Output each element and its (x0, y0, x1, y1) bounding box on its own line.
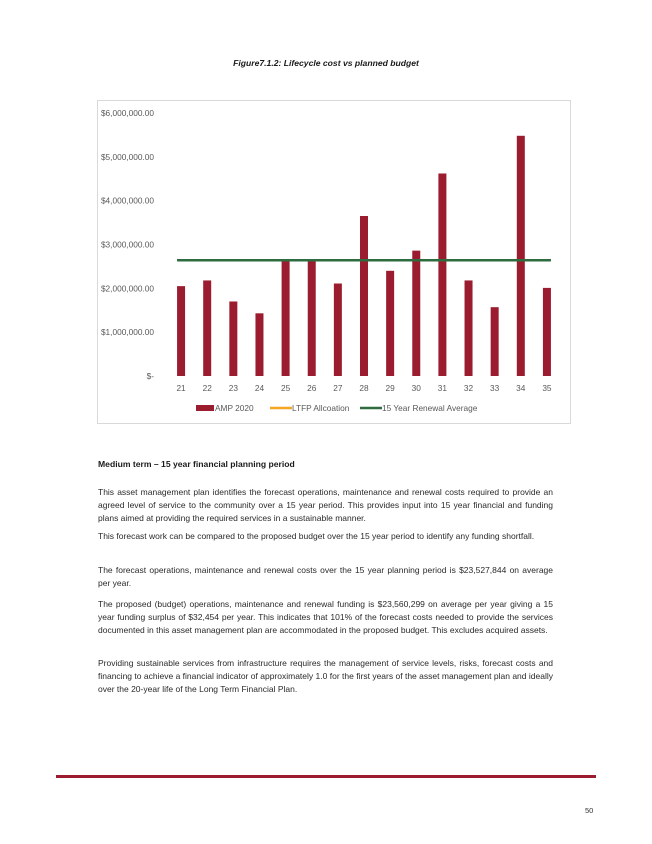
bar (412, 251, 420, 376)
legend-label: LTFP Allcoation (292, 403, 350, 413)
y-tick-label: $6,000,000.00 (100, 108, 154, 118)
bar (491, 307, 499, 376)
bar (229, 301, 237, 376)
x-tick-label: 34 (516, 383, 526, 393)
bar (543, 288, 551, 376)
x-tick-label: 21 (176, 383, 186, 393)
footer-rule (56, 775, 596, 778)
bar (177, 286, 185, 376)
legend-label: AMP 2020 (215, 403, 254, 413)
bar (438, 173, 446, 376)
x-tick-label: 31 (437, 383, 448, 393)
y-tick-label: $2,000,000.00 (100, 283, 154, 294)
x-tick-label: 29 (385, 383, 395, 393)
x-tick-label: 28 (359, 383, 369, 393)
lifecycle-cost-chart (97, 100, 571, 424)
y-tick-label: $1,000,000.00 (100, 327, 154, 338)
bar (308, 261, 316, 376)
y-tick-label: $- (146, 371, 154, 381)
x-tick-label: 32 (463, 383, 474, 393)
legend-swatch (196, 405, 214, 411)
paragraph: This asset management plan identifies the forecast operations, maintenance and renewal costs required to provide an agreed level of service to the community over a 15 year period. This provides input into 15 year financial and funding plans aimed at providing the required services in a sustainable manner. (98, 486, 553, 524)
x-tick-label: 27 (333, 383, 343, 393)
x-tick-label: 23 (228, 383, 238, 393)
bar (334, 284, 342, 376)
x-tick-label: 26 (307, 383, 317, 393)
y-tick-label: $5,000,000.00 (100, 151, 154, 162)
bar (386, 271, 394, 376)
x-tick-label: 24 (254, 383, 265, 393)
x-tick-label: 35 (542, 383, 552, 393)
y-tick-label: $3,000,000.00 (100, 239, 154, 250)
section-heading: Medium term – 15 year financial planning period (98, 459, 295, 469)
bar (255, 313, 263, 376)
x-tick-label: 22 (202, 383, 212, 393)
bar (465, 280, 473, 376)
bar (360, 216, 368, 376)
bar (282, 261, 290, 376)
x-tick-label: 33 (490, 383, 500, 393)
bar (517, 136, 525, 376)
page-number: 50 (585, 806, 594, 815)
paragraph: The proposed (budget) operations, maintenance and renewal funding is $23,560,299 on average per year giving a 15 year funding surplus of $32,454 per year. This indicates that 101% of the forecast costs needed to provide the services documented in this asset management plan are accommodated in the proposed budget. This excludes acquired assets. (98, 598, 553, 636)
y-tick-label: $4,000,000.00 (100, 195, 154, 206)
figure-caption: Figure7.1.2: Lifecycle cost vs planned budget (233, 58, 419, 68)
legend-label: 15 Year Renewal Average (382, 403, 478, 413)
bar (203, 280, 211, 376)
paragraph: Providing sustainable services from infrastructure requires the management of service levels, risks, forecast costs and financing to achieve a financial indicator of approximately 1.0 for the first years of the asset management plan and ideally over the 20-year life of the Long Term Financial Plan. (98, 657, 553, 695)
paragraph: This forecast work can be compared to the proposed budget over the 15 year period to identify any funding shortfall. (98, 530, 535, 541)
x-tick-label: 30 (411, 383, 421, 393)
chart-canvas (98, 101, 570, 423)
paragraph: The forecast operations, maintenance and renewal costs over the 15 year planning period is $23,527,844 on average per year. (98, 564, 553, 588)
x-tick-label: 25 (280, 383, 291, 393)
